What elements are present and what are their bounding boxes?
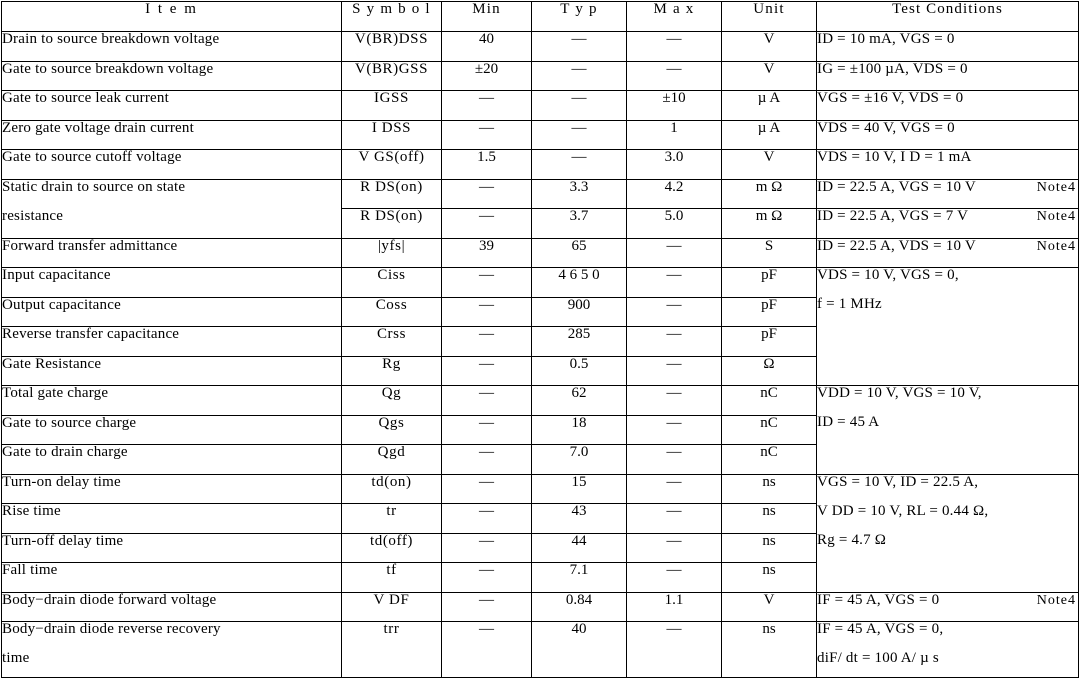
cell-max: — [627,327,722,357]
cell-item: Gate to source breakdown voltage [2,61,342,91]
cell-item: Total gate charge [2,386,342,416]
table-row [2,150,1079,180]
cell-typ: 15 [532,474,627,504]
table-row [2,592,1079,622]
cell-min: 1.5 [442,150,532,180]
cell-max: — [627,445,722,475]
column-header-typ: T y p [532,2,627,32]
cell-test-condition [817,386,1079,475]
cell-typ: 18 [532,415,627,445]
cell-typ: 3.3 [532,179,627,209]
column-header-test-conditions: Test Conditions [817,2,1079,32]
cell-item: Reverse transfer capacitance [2,327,342,357]
cell-typ: — [532,61,627,91]
cell-symbol: Qg [342,386,442,416]
table-row [2,474,1079,504]
cell-test-condition [817,622,1079,678]
table-row [2,622,1079,678]
cell-unit: V [722,32,817,62]
cell-symbol: td(off) [342,533,442,563]
cell-min: — [442,268,532,298]
cell-test-condition [817,238,1079,268]
cell-max: — [627,504,722,534]
cell-min: — [442,179,532,209]
cell-item: Gate to source charge [2,415,342,445]
cell-symbol: IGSS [342,91,442,121]
cell-min: — [442,415,532,445]
cell-item: Drain to source breakdown voltage [2,32,342,62]
cell-test-condition [817,209,1079,239]
table-row [2,91,1079,121]
cell-test-condition-line1: VGS = 10 V, ID = 22.5 A, [817,473,979,490]
cell-test-condition: VDS = 40 V, VGS = 0 [817,120,1079,150]
column-header-symbol: S y m b o l [342,2,442,32]
cell-item-line2: time [2,650,30,666]
cell-test-condition-line1: VDD = 10 V, VGS = 10 V, [817,385,982,401]
cell-symbol: I DSS [342,120,442,150]
cell-unit: ns [722,504,817,534]
cell-item: Input capacitance [2,268,342,298]
cell-max: 5.0 [627,209,722,239]
cell-min: — [442,445,532,475]
cell-test-condition: VGS = ±16 V, VDS = 0 [817,91,1079,121]
cell-unit: nC [722,415,817,445]
cell-unit: V [722,61,817,91]
table-row [2,61,1079,91]
cell-min: — [442,592,532,622]
cell-max: — [627,622,722,678]
cell-min: — [442,120,532,150]
cell-unit: pF [722,327,817,357]
cell-item [2,179,342,238]
cell-typ: 7.0 [532,445,627,475]
cell-item: Output capacitance [2,297,342,327]
cell-symbol: R DS(on) [342,179,442,209]
cell-max: — [627,268,722,298]
cell-max: — [627,238,722,268]
cell-typ: 3.7 [532,209,627,239]
column-header-min: Min [442,2,532,32]
cell-note: Note4 [1036,238,1076,254]
cell-symbol: V(BR)GSS [342,61,442,91]
cell-item: Body−drain diode forward voltage [2,592,342,622]
cell-note: Note4 [1036,209,1076,224]
cell-typ: 40 [532,622,627,678]
cell-max: — [627,61,722,91]
cell-unit: V [722,592,817,622]
cell-unit: ns [722,474,817,504]
table-row [2,32,1079,62]
cell-typ: 44 [532,533,627,563]
cell-typ: 0.84 [532,592,627,622]
cell-item: Zero gate voltage drain current [2,120,342,150]
cell-unit: Ω [722,356,817,386]
cell-typ: — [532,150,627,180]
cell-typ: 65 [532,238,627,268]
cell-max: — [627,32,722,62]
cell-max: — [627,356,722,386]
cell-test-condition-line1: VDS = 10 V, VGS = 0, [817,267,959,283]
cell-typ: 285 [532,327,627,357]
cell-typ: — [532,91,627,121]
cell-typ: — [532,120,627,150]
cell-max: — [627,563,722,593]
cell-test-condition [817,268,1079,386]
cell-item: Forward transfer admittance [2,238,342,268]
cell-unit: nC [722,445,817,475]
cell-typ: — [532,32,627,62]
cell-symbol: Qgd [342,445,442,475]
cell-symbol: trr [342,622,442,678]
cell-typ: 43 [532,504,627,534]
cell-item: Gate to source leak current [2,91,342,121]
cell-unit: S [722,238,817,268]
cell-item: Rise time [2,504,342,534]
cell-unit: pF [722,268,817,298]
cell-min: — [442,297,532,327]
cell-min: 39 [442,238,532,268]
cell-unit: µ A [722,120,817,150]
cell-test-condition-line3: Rg = 4.7 Ω [817,531,887,548]
cell-typ: 0.5 [532,356,627,386]
cell-test-condition-text: ID = 22.5 A, VGS = 10 V [817,178,976,195]
cell-min: — [442,474,532,504]
table-row [2,179,1079,209]
cell-min: — [442,563,532,593]
cell-item [2,622,342,678]
cell-symbol: tr [342,504,442,534]
cell-test-condition [817,179,1079,209]
cell-typ: 7.1 [532,563,627,593]
cell-symbol: V GS(off) [342,150,442,180]
column-header-unit: Unit [722,2,817,32]
cell-unit: µ A [722,91,817,121]
cell-test-condition-line2: ID = 45 A [817,414,880,430]
cell-item: Fall time [2,563,342,593]
cell-test-condition-line1: IF = 45 A, VGS = 0, [817,621,944,637]
cell-note: Note4 [1036,179,1076,195]
cell-unit: nC [722,386,817,416]
cell-max: 1 [627,120,722,150]
cell-item-line1: Body−drain diode reverse recovery [2,621,221,637]
cell-min: — [442,356,532,386]
cell-note: Note4 [1036,592,1076,608]
cell-min: 40 [442,32,532,62]
cell-max: 3.0 [627,150,722,180]
cell-item: Gate Resistance [2,356,342,386]
cell-symbol: Rg [342,356,442,386]
table-header-row [2,2,1079,32]
cell-symbol: V DF [342,592,442,622]
cell-test-condition-text: IF = 45 A, VGS = 0 [817,591,940,608]
table-row [2,386,1079,416]
cell-unit: ns [722,563,817,593]
cell-max: — [627,386,722,416]
cell-max: — [627,474,722,504]
cell-max: — [627,533,722,563]
cell-symbol: V(BR)DSS [342,32,442,62]
cell-test-condition: VDS = 10 V, I D = 1 mA [817,150,1079,180]
cell-test-condition-text: ID = 22.5 A, VGS = 7 V [817,208,969,224]
cell-min: — [442,327,532,357]
cell-typ: 900 [532,297,627,327]
cell-test-condition-line2: f = 1 MHz [817,296,882,312]
cell-unit: pF [722,297,817,327]
cell-unit: m Ω [722,179,817,209]
cell-symbol: tf [342,563,442,593]
cell-min: — [442,209,532,239]
cell-unit: V [722,150,817,180]
cell-test-condition-text: ID = 22.5 A, VDS = 10 V [817,237,976,254]
cell-unit: m Ω [722,209,817,239]
table-row [2,238,1079,268]
cell-unit: ns [722,622,817,678]
cell-symbol: Crss [342,327,442,357]
cell-symbol: td(on) [342,474,442,504]
cell-min: — [442,504,532,534]
cell-min: — [442,533,532,563]
cell-unit: ns [722,533,817,563]
cell-test-condition: IG = ±100 µA, VDS = 0 [817,61,1079,91]
column-header-max: M a x [627,2,722,32]
cell-test-condition-line2: V DD = 10 V, RL = 0.44 Ω, [817,502,989,519]
cell-item: Gate to source cutoff voltage [2,150,342,180]
cell-item: Turn-on delay time [2,474,342,504]
cell-test-condition-line2: diF/ dt = 100 A/ µ s [817,650,939,666]
cell-max: ±10 [627,91,722,121]
cell-test-condition [817,592,1079,622]
table-row [2,268,1079,298]
cell-typ: 62 [532,386,627,416]
cell-symbol: Ciss [342,268,442,298]
cell-test-condition [817,474,1079,592]
cell-item-line1: Static drain to source on state [2,178,186,195]
column-header-item: I t e m [2,2,342,32]
cell-symbol: |yfs| [342,238,442,268]
cell-min: — [442,91,532,121]
cell-max: — [627,297,722,327]
cell-item: Gate to drain charge [2,445,342,475]
cell-symbol: Coss [342,297,442,327]
cell-symbol: R DS(on) [342,209,442,239]
cell-typ: 4 6 5 0 [532,268,627,298]
cell-item-line2: resistance [2,207,64,224]
cell-max: — [627,415,722,445]
cell-item: Turn-off delay time [2,533,342,563]
cell-max: 1.1 [627,592,722,622]
cell-test-condition: ID = 10 mA, VGS = 0 [817,32,1079,62]
cell-min: ±20 [442,61,532,91]
specifications-table [1,1,1079,678]
cell-min: — [442,622,532,678]
cell-min: — [442,386,532,416]
table-row [2,120,1079,150]
cell-symbol: Qgs [342,415,442,445]
cell-max: 4.2 [627,179,722,209]
